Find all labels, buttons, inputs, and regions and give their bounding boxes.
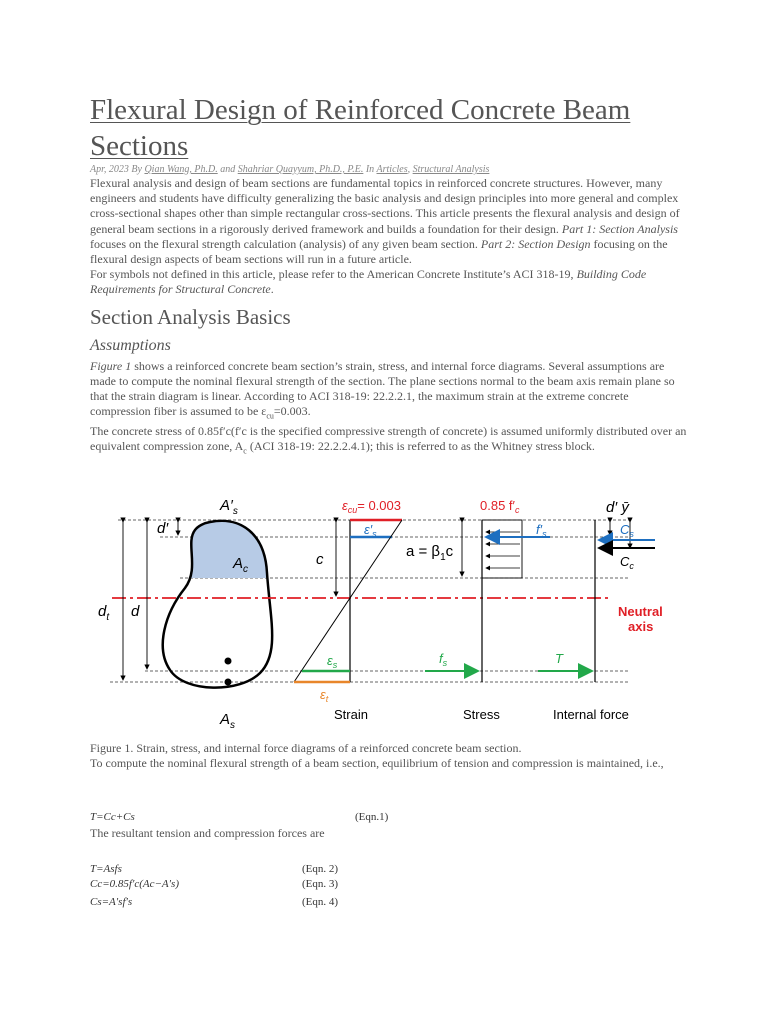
label-as-prime: $A'_s$ [220, 497, 238, 517]
section-heading: Section Analysis Basics [90, 304, 291, 329]
equation-3: Cc=0.85f′c(Ac−A′s) [90, 878, 179, 890]
rebar-bottom [225, 679, 232, 686]
label-as: $A_s$ [220, 711, 236, 731]
assumptions-paragraph-2: The concrete stress of 0.85f′c(f′c is the specified compressive strength of concrete) is assumed uniformly distributed over an equivalent compression zone, $A_c$ (ACI 318-19: 22.2.2.4.1); this is referred to as the Whitney stress block. [90, 423, 687, 456]
label-cs: $C_s$ [620, 522, 634, 539]
label-c: c [316, 551, 324, 568]
label-fs-prime: $f'_s$ [536, 522, 547, 539]
meta-by: By [131, 164, 142, 175]
label-d-prime: d′ [157, 520, 169, 537]
label-ac: $A_c$ [233, 555, 249, 575]
label-internal-force: Internal force [553, 707, 629, 722]
equation-1: T=Cc+Cs [90, 811, 135, 823]
author-link-2[interactable]: Shahriar Quayyum, Ph.D., P.E. [237, 164, 364, 175]
equation-2-number: (Eqn. 2) [302, 863, 339, 875]
label-fc: 0.85 $f'_c$ [480, 498, 520, 515]
label-eps-t: $\varepsilon_t$ [320, 687, 329, 704]
label-ecu: $\varepsilon_{cu}= 0.003$ [342, 498, 401, 515]
dashed-reference-lines [110, 520, 630, 682]
meta-date: Apr, 2023 [90, 164, 129, 175]
label-cc: $C_c$ [620, 554, 634, 571]
article-meta: Apr, 2023 By Qian Wang, Ph.D. and Shahriar Quayyum, Ph.D., P.E. In Articles, Structural Analysis [90, 164, 490, 175]
equation-4: Cs=A′sf′s [90, 896, 133, 908]
label-t: T [555, 651, 563, 666]
resultant-paragraph: The resultant tension and compression forces are [90, 826, 325, 840]
assumptions-paragraph-1: Figure 1 shows a reinforced concrete beam section’s strain, stress, and internal force diagrams. Several assumptions are made to compute the nominal flexural strength of the section. The plane sections normal to the beam axis remain plane so that the strain diagram is linear. According to ACI 318-19: 22.2.2.1, the maximum strain at the extreme concrete compression fiber is assumed to be $\varepsilon_{cu}=0.003$. [90, 358, 675, 421]
equation-4-number: (Eqn. 4) [302, 896, 339, 908]
label-neutral-axis-1: Neutral [618, 604, 663, 619]
equilibrium-paragraph: To compute the nominal flexural strength of a beam section, equilibrium of tension and compression is maintained, i.e., [90, 756, 664, 771]
rebar-top [225, 658, 232, 665]
article-body [90, 92, 690, 459]
subsection-heading: Assumptions [90, 336, 171, 354]
label-stress: Stress [463, 707, 500, 722]
figure-caption-block [90, 741, 690, 771]
equation-1-number: (Eqn.1) [355, 811, 389, 823]
figure-1-diagram [90, 488, 663, 738]
equation-3-number: (Eqn. 3) [302, 878, 339, 890]
figure-caption: Figure 1. Strain, stress, and internal force diagrams of a reinforced concrete beam section. [90, 741, 522, 755]
reference-paragraph: For symbols not defined in this article, please refer to the American Concrete Institute’s ACI 318-19, Building Code Requirements for Structural Concrete. [90, 267, 647, 297]
category-link-structural[interactable]: Structural Analysis [412, 164, 490, 175]
label-d-prime-y: d′ ȳ [606, 499, 629, 516]
author-link-1[interactable]: Qian Wang, Ph.D. [144, 164, 218, 175]
equation-2: T=Asfs [90, 863, 122, 875]
intro-paragraph: Flexural analysis and design of beam sections are fundamental topics in reinforced concrete structures. However, many engineers and students have difficulty generalizing the basic analysis and design principles into more general and complex cross-sectional shapes other than simple rectangular cross-sections. This article presents the flexural analysis and design of general beam sections in a rigorously derived framework and builds a foundation for their design. Part 1: Section Analysis focuses on the flexural strength calculation (analysis) of any given beam section. Part 2: Section Design focusing on the flexural design aspects of beam sections will run in a future article. [90, 176, 680, 267]
label-neutral-axis-2: axis [628, 619, 654, 634]
label-eps-s: $\varepsilon_s$ [327, 653, 338, 670]
label-a-eq: $a = \beta_1c$ [406, 543, 454, 563]
label-strain: Strain [334, 707, 368, 722]
compression-zone [150, 520, 290, 578]
meta-and: and [220, 164, 236, 175]
meta-in: In [365, 164, 375, 175]
label-fs: $f_s$ [439, 651, 448, 668]
strain-diagram [294, 520, 402, 682]
label-eps-prime: $\varepsilon'_s$ [364, 522, 377, 539]
category-link-articles[interactable]: Articles [376, 164, 408, 175]
label-d: d [131, 603, 140, 620]
label-dt: $d_t$ [98, 603, 110, 623]
article-title: Flexural Design of Reinforced Concrete Beam Sections [90, 94, 631, 162]
